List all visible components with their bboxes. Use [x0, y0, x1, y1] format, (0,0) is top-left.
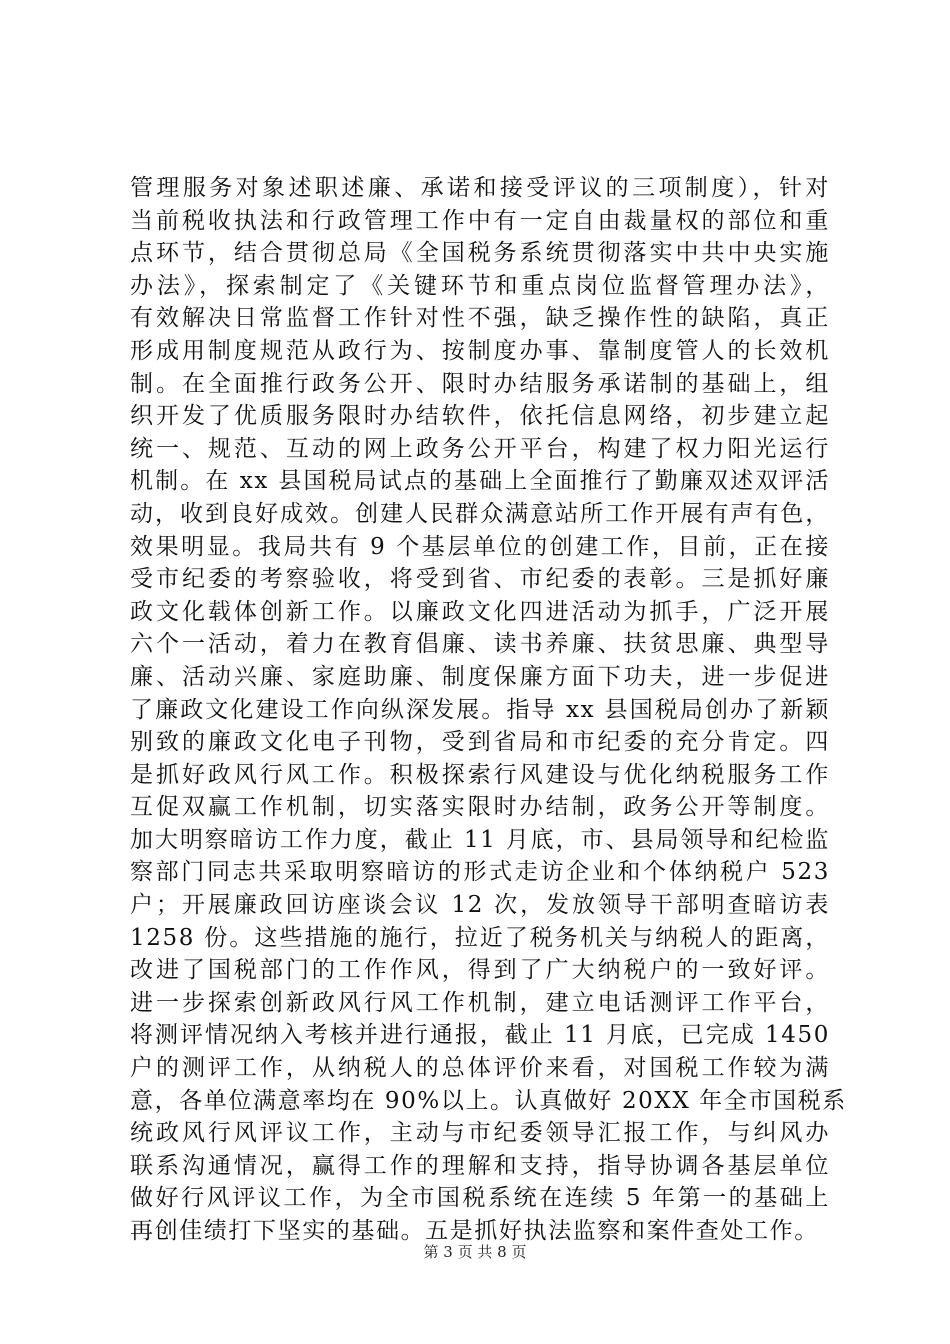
text-line: 受市纪委的考察验收，将受到省、市纪委的表彰。三是抓好廉: [130, 566, 830, 593]
text-line: 有效解决日常监督工作针对性不强，缺乏操作性的缺陷，真正: [130, 305, 830, 332]
text-line: 互促双赢工作机制，切实落实限时办结制，政务公开等制度。: [130, 794, 830, 821]
text-line: 效果明显。我局共有 9 个基层单位的创建工作，目前，正在接: [130, 533, 830, 560]
text-line: 当前税收执法和行政管理工作中有一定自由裁量权的部位和重: [130, 207, 830, 234]
text-line: 察部门同志共采取明察暗访的形式走访企业和个体纳税户 523: [130, 859, 830, 886]
text-line: 做好行风评议工作，为全市国税系统在连续 5 年第一的基础上: [130, 1185, 830, 1212]
text-line: 别致的廉政文化电子刊物，受到省局和市纪委的充分肯定。四: [130, 729, 830, 756]
text-line: 廉、活动兴廉、家庭助廉、制度保廉方面下功夫，进一步促进: [130, 663, 830, 690]
page-footer: [0, 1242, 950, 1262]
text-line: 再创佳绩打下坚实的基础。五是抓好执法监察和案件查处工作。: [130, 1218, 819, 1244]
text-line: 动，收到良好成效。创建人民群众满意站所工作开展有声有色，: [130, 500, 830, 527]
text-line: 加大明察暗访工作力度，截止 11 月底，市、县局领导和纪检监: [130, 826, 830, 853]
page-number-label: 第 3 页 共 8 页: [423, 1243, 527, 1261]
text-line: 统一、规范、互动的网上政务公开平台，构建了权力阳光运行: [130, 435, 830, 462]
text-line: 制。在全面推行政务公开、限时办结服务承诺制的基础上，组: [130, 370, 830, 397]
text-line: 是抓好政风行风工作。积极探索行风建设与优化纳税服务工作: [130, 761, 830, 788]
text-line: 户；开展廉政回访座谈会议 12 次，发放领导干部明查暗访表: [130, 892, 830, 919]
text-line: 管理服务对象述职述廉、承诺和接受评议的三项制度），针对: [130, 175, 830, 201]
text-line: 统政风行风评议工作，主动与市纪委领导汇报工作，与纠风办: [130, 1120, 830, 1147]
text-line: 机制。在 xx 县国税局试点的基础上全面推行了勤廉双述双评活: [130, 468, 830, 495]
text-line: 联系沟通情况，赢得工作的理解和支持，指导协调各基层单位: [130, 1152, 830, 1179]
text-line: 将测评情况纳入考核并进行通报，截止 11 月底，已完成 1450: [130, 1022, 830, 1049]
text-line: 办法》，探索制定了《关键环节和重点岗位监督管理办法》，: [130, 272, 830, 299]
text-line: 点环节，结合贯彻总局《全国税务系统贯彻落实中共中央实施: [130, 240, 830, 267]
text-line: 进一步探索创新政风行风工作机制，建立电话测评工作平台，: [130, 989, 830, 1016]
text-line: 了廉政文化建设工作向纵深发展。指导 xx 县国税局创办了新颖: [130, 696, 830, 723]
text-line: 1258 份。这些措施的施行，拉近了税务机关与纳税人的距离，: [130, 924, 830, 951]
text-line: 形成用制度规范从政行为、按制度办事、靠制度管人的长效机: [130, 337, 830, 364]
text-line: 政文化载体创新工作。以廉政文化四进活动为抓手，广泛开展: [130, 598, 830, 625]
text-line: 意，各单位满意率均在 90%以上。认真做好 20XX 年全市国税系: [130, 1087, 847, 1114]
text-line: 改进了国税部门的工作作风，得到了广大纳税户的一致好评。: [130, 957, 830, 984]
text-line: 户的测评工作，从纳税人的总体评价来看，对国税工作较为满: [130, 1055, 830, 1082]
text-line: 织开发了优质服务限时办结软件，依托信息网络，初步建立起: [130, 403, 830, 430]
text-line: 六个一活动，着力在教育倡廉、读书养廉、扶贫思廉、典型导: [130, 631, 830, 658]
body-text: [130, 172, 847, 1248]
